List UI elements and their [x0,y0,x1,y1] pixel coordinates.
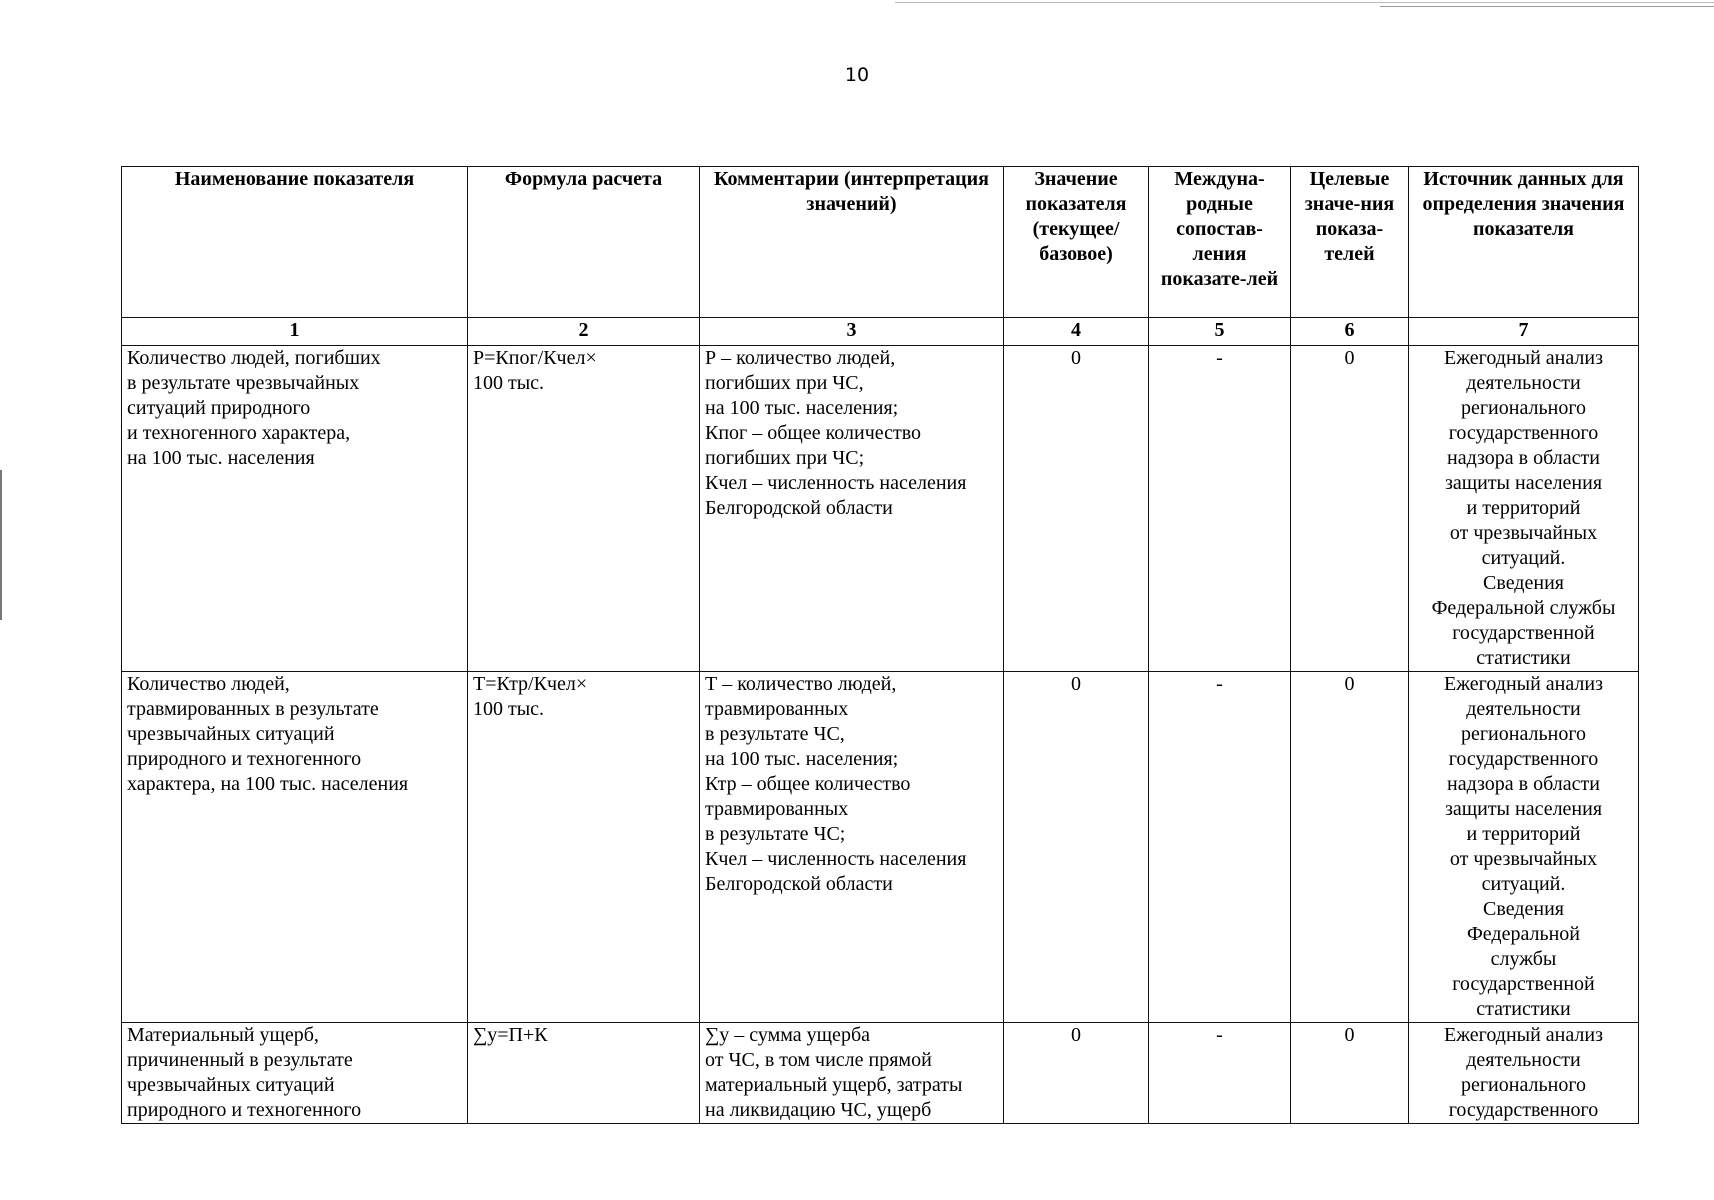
indicators-table [121,166,1639,1124]
scan-artifact-line [895,2,1714,3]
column-number-row [122,318,1639,346]
header-source: Источник данных для определения значения показателя [1409,167,1639,318]
international-cell: - [1149,1023,1291,1124]
target-cell: 0 [1291,672,1409,1023]
formula-cell: ∑у=П+К [468,1023,700,1124]
value-cell: 0 [1004,672,1149,1023]
comment-cell: Т – количество людей, травмированных в результате ЧС, на 100 тыс. населения; Ктр – общее количество травмированных в результате ЧС; Кчел – численность населения Белгородской области [700,672,1004,1023]
page-number: 10 [844,64,870,86]
international-cell: - [1149,346,1291,672]
header-international: Междуна-родные сопостав-ления показате-лей [1149,167,1291,318]
column-number: 1 [122,318,468,346]
column-number: 3 [700,318,1004,346]
value-cell: 0 [1004,1023,1149,1124]
table-row [122,1023,1639,1124]
comment-cell: Р – количество людей, погибших при ЧС, на 100 тыс. населения; Кпог – общее количество погибших при ЧС; Кчел – численность населения Белгородской области [700,346,1004,672]
comment-cell: ∑у – сумма ущерба от ЧС, в том числе прямой материальный ущерб, затраты на ликвидацию ЧС, ущерб [700,1023,1004,1124]
column-number: 2 [468,318,700,346]
header-indicator-name: Наименование показателя [122,167,468,318]
source-cell: Ежегодный анализ деятельности регионального государственного [1409,1023,1639,1124]
column-number: 7 [1409,318,1639,346]
formula-cell: Р=Кпог/Кчел× 100 тыс. [468,346,700,672]
column-number: 5 [1149,318,1291,346]
indicator-name-cell: Количество людей, погибших в результате чрезвычайных ситуаций природного и техногенного характера, на 100 тыс. населения [122,346,468,672]
source-cell: Ежегодный анализ деятельности регионального государственного надзора в области защиты населения и территорий от чрезвычайных ситуаций. Сведения Федеральной службы государственной статистики [1409,346,1639,672]
table-row [122,346,1639,672]
table-row [122,672,1639,1023]
header-formula: Формула расчета [468,167,700,318]
value-cell: 0 [1004,346,1149,672]
source-cell: Ежегодный анализ деятельности регионального государственного надзора в области защиты населения и территорий от чрезвычайных ситуаций. Сведения Федеральной службы государственной статистики [1409,672,1639,1023]
international-cell: - [1149,672,1291,1023]
indicator-name-cell: Материальный ущерб, причиненный в результате чрезвычайных ситуаций природного и техногенного [122,1023,468,1124]
target-cell: 0 [1291,346,1409,672]
indicator-name-cell: Количество людей, травмированных в результате чрезвычайных ситуаций природного и техногенного характера, на 100 тыс. населения [122,672,468,1023]
header-comments: Комментарии (интерпретация значений) [700,167,1004,318]
scan-artifact-line [1380,6,1714,7]
target-cell: 0 [1291,1023,1409,1124]
column-number: 4 [1004,318,1149,346]
formula-cell: Т=Ктр/Кчел× 100 тыс. [468,672,700,1023]
column-number: 6 [1291,318,1409,346]
scan-artifact-line [0,470,2,620]
table-header-row [122,167,1639,318]
header-target: Целевые значе-ния показа-телей [1291,167,1409,318]
header-value: Значение показателя (текущее/ базовое) [1004,167,1149,318]
